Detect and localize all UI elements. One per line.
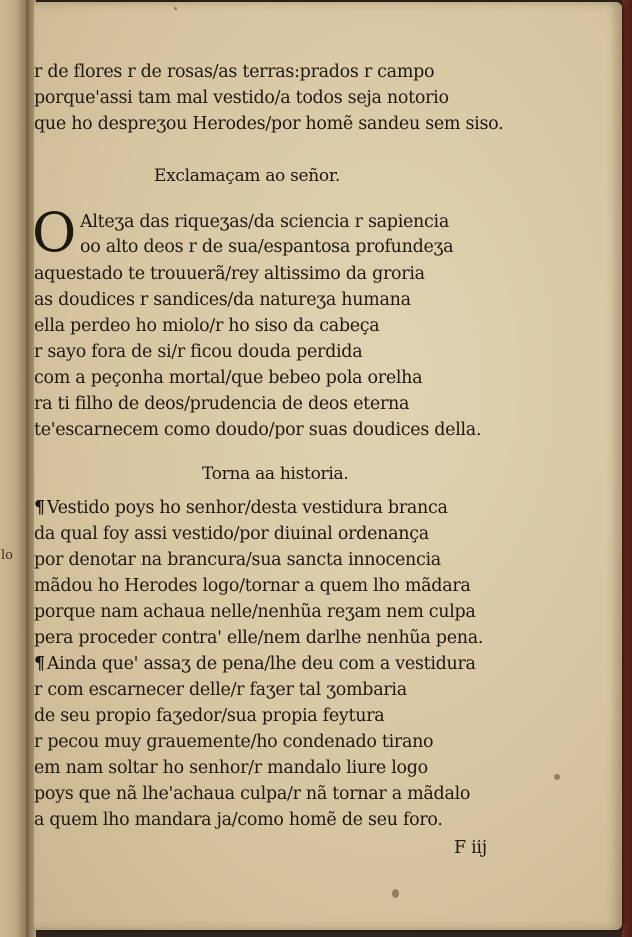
text-line: porque nam achaua nelle/nenhũa reʒam nem culpa bbox=[34, 602, 476, 622]
text-line: te'escarnecem como doudo/por suas doudices della. bbox=[34, 420, 482, 440]
text-line: em nam soltar ho senhor/r mandalo liure logo bbox=[34, 758, 428, 778]
text-line: r de flores r de rosas/as terras:prados r campo bbox=[34, 62, 435, 82]
paper-stain bbox=[554, 774, 560, 780]
text-line: r pecou muy grauemente/ho condenado tirano bbox=[34, 732, 434, 752]
text-line: ella perdeo ho miolo/r ho siso da cabeça bbox=[34, 316, 380, 336]
signature-mark: F iij bbox=[454, 838, 487, 858]
previous-page-fragment: lo bbox=[1, 548, 13, 563]
text-line: porque'assi tam mal vestido/a todos seja notorio bbox=[34, 88, 449, 108]
text-line: as doudices r sandices/da natureʒa humana bbox=[34, 290, 411, 310]
text-line: com a peçonha mortal/que bebeo pola orelha bbox=[34, 368, 423, 388]
book-cover-edge bbox=[622, 0, 632, 937]
text-line-content: Vestido poys ho senhor/desta vestidura branca bbox=[46, 498, 448, 518]
text-line bbox=[34, 498, 448, 518]
section-heading: Torna aa historia. bbox=[202, 464, 349, 484]
text-line: Alteʒa das riqueʒas/da sciencia r sapiencia bbox=[80, 212, 449, 232]
previous-page-edge bbox=[0, 0, 27, 937]
paper-stain bbox=[174, 7, 177, 10]
text-line: r sayo fora de si/r ficou douda perdida bbox=[34, 342, 363, 362]
page bbox=[34, 2, 622, 930]
text-line: da qual foy assi vestido/por diuinal ordenança bbox=[34, 524, 429, 544]
text-line: oo alto deos r de sua/espantosa profundeʒa bbox=[80, 237, 454, 257]
text-line bbox=[34, 654, 476, 674]
text-line: que ho despreʒou Herodes/por homẽ sandeu sem siso. bbox=[34, 114, 504, 134]
text-line: poys que nã lhe'achaua culpa/r nã tornar a mãdalo bbox=[34, 784, 471, 804]
text-line-content: Ainda que' assaʒ de pena/lhe deu com a vestidura bbox=[46, 654, 476, 674]
text-line: r com escarnecer delle/r faʒer tal ʒombaria bbox=[34, 680, 407, 700]
drop-cap: O bbox=[32, 201, 77, 264]
text-line: de seu propio faʒedor/sua propia feytura bbox=[34, 706, 385, 726]
text-line: ra ti filho de deos/prudencia de deos eterna bbox=[34, 394, 410, 414]
section-heading: Exclamaçam ao señor. bbox=[154, 166, 340, 186]
text-line: aquestado te trouuerã/rey altissimo da groria bbox=[34, 264, 425, 284]
pilcrow-mark: ¶ bbox=[34, 654, 45, 674]
paper-stain bbox=[392, 889, 399, 898]
text-line: a quem lho mandara ja/como homẽ de seu foro. bbox=[34, 810, 443, 830]
text-line: por denotar na brancura/sua sancta innocencia bbox=[34, 550, 441, 570]
pilcrow-mark: ¶ bbox=[34, 498, 45, 518]
text-line: mãdou ho Herodes logo/tornar a quem lho mãdara bbox=[34, 576, 471, 596]
text-line: pera proceder contra' elle/nem darlhe nenhũa pena. bbox=[34, 628, 484, 648]
